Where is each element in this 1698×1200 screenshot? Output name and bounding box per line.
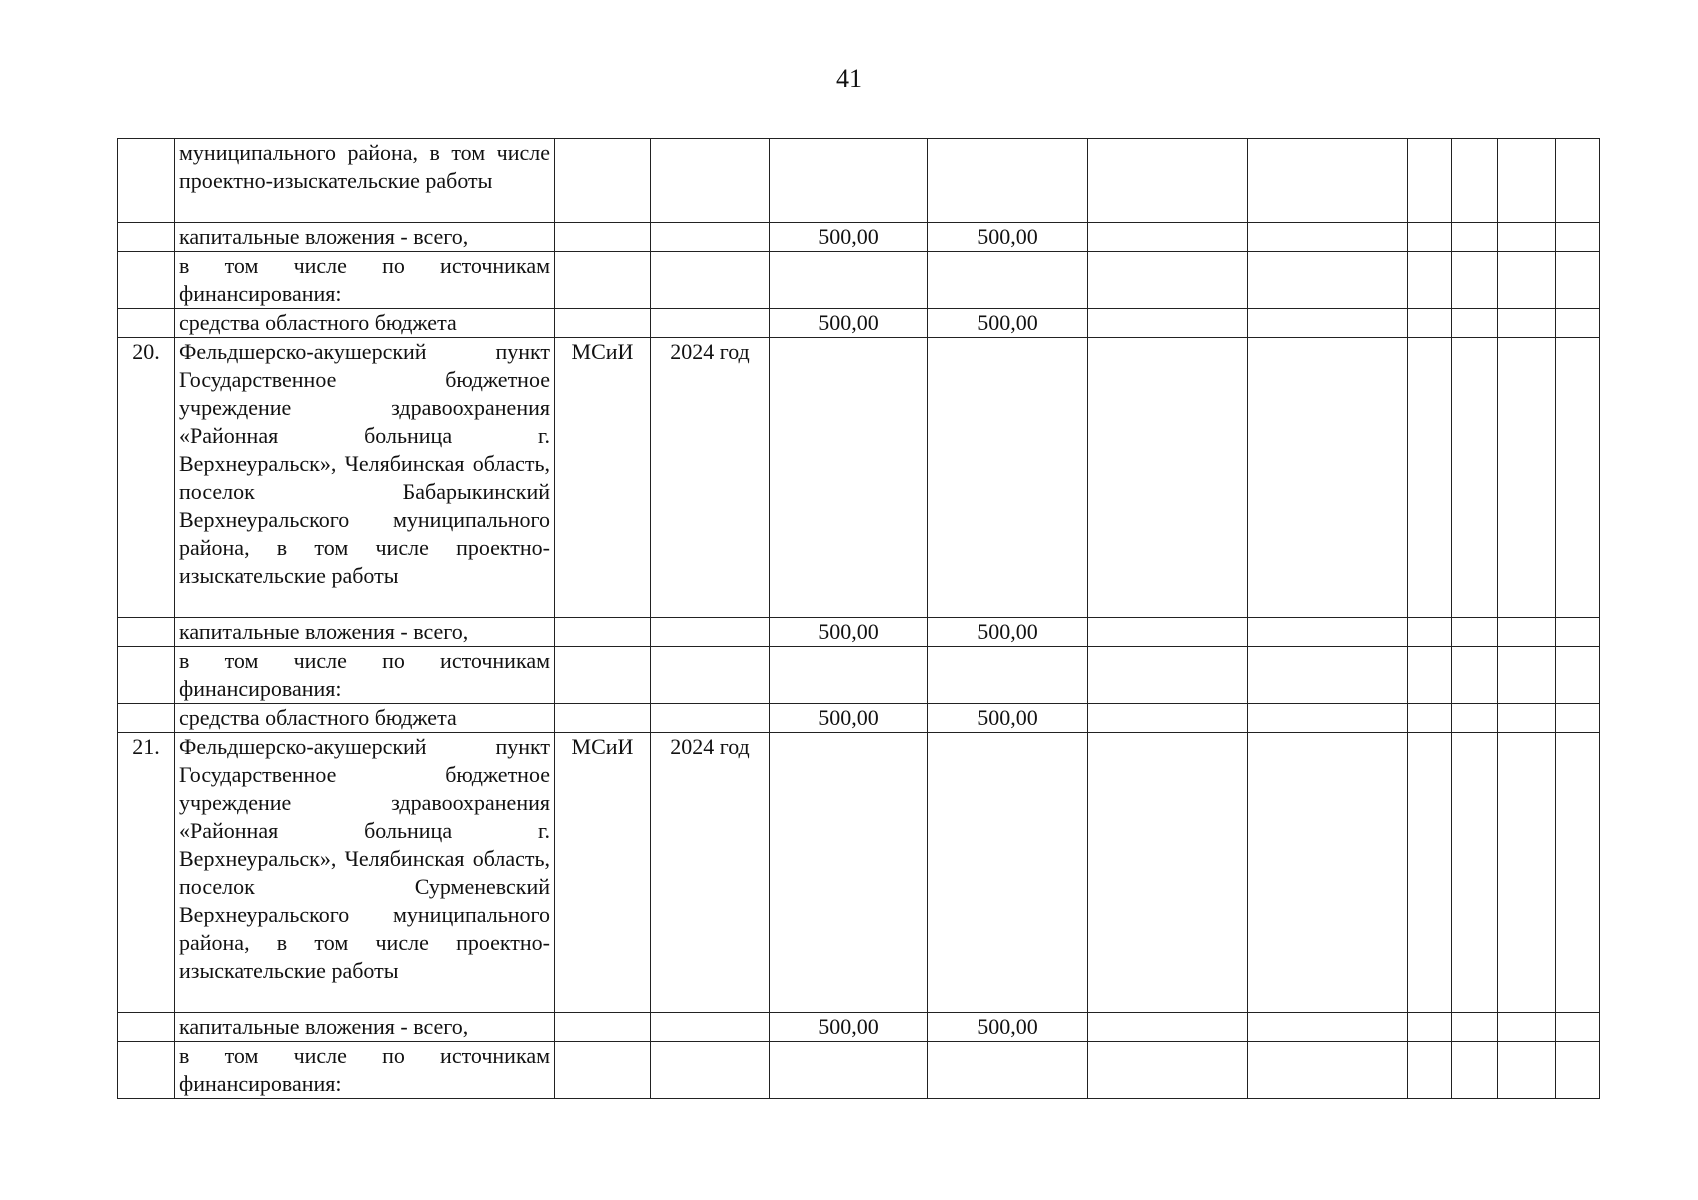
empty-cell bbox=[1498, 309, 1556, 338]
table-row bbox=[118, 1013, 1600, 1042]
empty-cell bbox=[1556, 733, 1600, 1013]
row-amount-total bbox=[770, 1042, 928, 1099]
row-amount-year: 500,00 bbox=[928, 618, 1088, 647]
row-period bbox=[651, 139, 770, 223]
row-description: в том числе по источникам финансирования: bbox=[175, 1042, 555, 1099]
row-number: 21. bbox=[118, 733, 175, 1013]
row-executor bbox=[555, 704, 651, 733]
row-number bbox=[118, 1013, 175, 1042]
row-number: 20. bbox=[118, 338, 175, 618]
empty-cell bbox=[1498, 252, 1556, 309]
empty-cell bbox=[1248, 704, 1408, 733]
row-description: Фельдшерско-акушерский пункт Государственное бюджетное учреждение здравоохранения «Районная больница г. Верхнеуральск», Челябинская область, поселок Бабарыкинский Верхнеуральского муниципального района, в том числе проектно-изыскательские работы bbox=[175, 338, 555, 618]
table-row bbox=[118, 252, 1600, 309]
empty-cell bbox=[1556, 139, 1600, 223]
row-executor: МСиИ bbox=[555, 338, 651, 618]
row-executor bbox=[555, 1042, 651, 1099]
row-description: средства областного бюджета bbox=[175, 704, 555, 733]
row-executor bbox=[555, 647, 651, 704]
empty-cell bbox=[1556, 338, 1600, 618]
empty-cell bbox=[1556, 704, 1600, 733]
row-amount-year bbox=[928, 1042, 1088, 1099]
row-period bbox=[651, 309, 770, 338]
empty-cell bbox=[1088, 647, 1248, 704]
row-amount-total bbox=[770, 252, 928, 309]
row-amount-year bbox=[928, 338, 1088, 618]
row-executor bbox=[555, 1013, 651, 1042]
row-executor bbox=[555, 252, 651, 309]
empty-cell bbox=[1452, 338, 1498, 618]
empty-cell bbox=[1556, 309, 1600, 338]
row-amount-total bbox=[770, 647, 928, 704]
row-description: муниципального района, в том числе проектно-изыскательские работы bbox=[175, 139, 555, 223]
empty-cell bbox=[1088, 223, 1248, 252]
empty-cell bbox=[1248, 309, 1408, 338]
empty-cell bbox=[1408, 618, 1452, 647]
row-period bbox=[651, 704, 770, 733]
row-period bbox=[651, 647, 770, 704]
empty-cell bbox=[1498, 618, 1556, 647]
table-row bbox=[118, 618, 1600, 647]
row-period: 2024 год bbox=[651, 338, 770, 618]
empty-cell bbox=[1452, 704, 1498, 733]
row-number bbox=[118, 223, 175, 252]
row-period bbox=[651, 1013, 770, 1042]
empty-cell bbox=[1556, 223, 1600, 252]
row-amount-total bbox=[770, 139, 928, 223]
empty-cell bbox=[1452, 1013, 1498, 1042]
empty-cell bbox=[1088, 1042, 1248, 1099]
row-number bbox=[118, 647, 175, 704]
empty-cell bbox=[1452, 618, 1498, 647]
empty-cell bbox=[1248, 223, 1408, 252]
row-executor bbox=[555, 223, 651, 252]
empty-cell bbox=[1498, 733, 1556, 1013]
empty-cell bbox=[1556, 618, 1600, 647]
empty-cell bbox=[1498, 338, 1556, 618]
empty-cell bbox=[1498, 1042, 1556, 1099]
row-amount-year: 500,00 bbox=[928, 309, 1088, 338]
row-number bbox=[118, 309, 175, 338]
page-number: 41 bbox=[836, 64, 862, 93]
row-amount-year bbox=[928, 647, 1088, 704]
row-executor bbox=[555, 309, 651, 338]
table-row bbox=[118, 1042, 1600, 1099]
empty-cell bbox=[1452, 733, 1498, 1013]
budget-table bbox=[117, 138, 1600, 1099]
row-amount-year bbox=[928, 252, 1088, 309]
row-period bbox=[651, 618, 770, 647]
row-executor: МСиИ bbox=[555, 733, 651, 1013]
row-executor bbox=[555, 139, 651, 223]
row-period bbox=[651, 223, 770, 252]
row-amount-year: 500,00 bbox=[928, 1013, 1088, 1042]
row-amount-year: 500,00 bbox=[928, 704, 1088, 733]
empty-cell bbox=[1408, 704, 1452, 733]
empty-cell bbox=[1248, 618, 1408, 647]
row-period bbox=[651, 1042, 770, 1099]
row-amount-year bbox=[928, 733, 1088, 1013]
row-amount-total: 500,00 bbox=[770, 704, 928, 733]
empty-cell bbox=[1452, 223, 1498, 252]
empty-cell bbox=[1248, 647, 1408, 704]
empty-cell bbox=[1408, 1013, 1452, 1042]
row-description: в том числе по источникам финансирования: bbox=[175, 252, 555, 309]
row-executor bbox=[555, 618, 651, 647]
empty-cell bbox=[1556, 1042, 1600, 1099]
empty-cell bbox=[1248, 1042, 1408, 1099]
row-description: средства областного бюджета bbox=[175, 309, 555, 338]
empty-cell bbox=[1408, 733, 1452, 1013]
empty-cell bbox=[1248, 252, 1408, 309]
empty-cell bbox=[1088, 338, 1248, 618]
empty-cell bbox=[1088, 1013, 1248, 1042]
table-row bbox=[118, 139, 1600, 223]
empty-cell bbox=[1408, 647, 1452, 704]
row-amount-total: 500,00 bbox=[770, 618, 928, 647]
empty-cell bbox=[1248, 139, 1408, 223]
row-period bbox=[651, 252, 770, 309]
row-amount-total: 500,00 bbox=[770, 223, 928, 252]
row-number bbox=[118, 139, 175, 223]
empty-cell bbox=[1248, 1013, 1408, 1042]
row-amount-total bbox=[770, 338, 928, 618]
empty-cell bbox=[1408, 223, 1452, 252]
empty-cell bbox=[1088, 704, 1248, 733]
empty-cell bbox=[1248, 338, 1408, 618]
row-amount-total bbox=[770, 733, 928, 1013]
row-description: капитальные вложения - всего, bbox=[175, 618, 555, 647]
empty-cell bbox=[1452, 1042, 1498, 1099]
empty-cell bbox=[1088, 309, 1248, 338]
row-number bbox=[118, 1042, 175, 1099]
empty-cell bbox=[1498, 647, 1556, 704]
table-row bbox=[118, 647, 1600, 704]
row-amount-year: 500,00 bbox=[928, 223, 1088, 252]
row-number bbox=[118, 704, 175, 733]
empty-cell bbox=[1408, 309, 1452, 338]
empty-cell bbox=[1498, 1013, 1556, 1042]
row-description: Фельдшерско-акушерский пункт Государственное бюджетное учреждение здравоохранения «Районная больница г. Верхнеуральск», Челябинская область, поселок Сурменевский Верхнеуральского муниципального района, в том числе проектно-изыскательские работы bbox=[175, 733, 555, 1013]
empty-cell bbox=[1088, 139, 1248, 223]
row-description: в том числе по источникам финансирования: bbox=[175, 647, 555, 704]
row-number bbox=[118, 618, 175, 647]
empty-cell bbox=[1556, 1013, 1600, 1042]
empty-cell bbox=[1452, 309, 1498, 338]
empty-cell bbox=[1498, 704, 1556, 733]
table-row bbox=[118, 338, 1600, 618]
table-row bbox=[118, 733, 1600, 1013]
row-period: 2024 год bbox=[651, 733, 770, 1013]
empty-cell bbox=[1498, 139, 1556, 223]
empty-cell bbox=[1408, 139, 1452, 223]
row-amount-total: 500,00 bbox=[770, 1013, 928, 1042]
empty-cell bbox=[1088, 252, 1248, 309]
empty-cell bbox=[1248, 733, 1408, 1013]
empty-cell bbox=[1088, 733, 1248, 1013]
empty-cell bbox=[1556, 647, 1600, 704]
row-description: капитальные вложения - всего, bbox=[175, 223, 555, 252]
empty-cell bbox=[1408, 1042, 1452, 1099]
table-row bbox=[118, 309, 1600, 338]
empty-cell bbox=[1408, 252, 1452, 309]
empty-cell bbox=[1408, 338, 1452, 618]
empty-cell bbox=[1452, 647, 1498, 704]
row-number bbox=[118, 252, 175, 309]
empty-cell bbox=[1088, 618, 1248, 647]
table-row bbox=[118, 223, 1600, 252]
empty-cell bbox=[1498, 223, 1556, 252]
row-description: капитальные вложения - всего, bbox=[175, 1013, 555, 1042]
empty-cell bbox=[1452, 252, 1498, 309]
empty-cell bbox=[1452, 139, 1498, 223]
table-row bbox=[118, 704, 1600, 733]
row-amount-total: 500,00 bbox=[770, 309, 928, 338]
empty-cell bbox=[1556, 252, 1600, 309]
row-amount-year bbox=[928, 139, 1088, 223]
